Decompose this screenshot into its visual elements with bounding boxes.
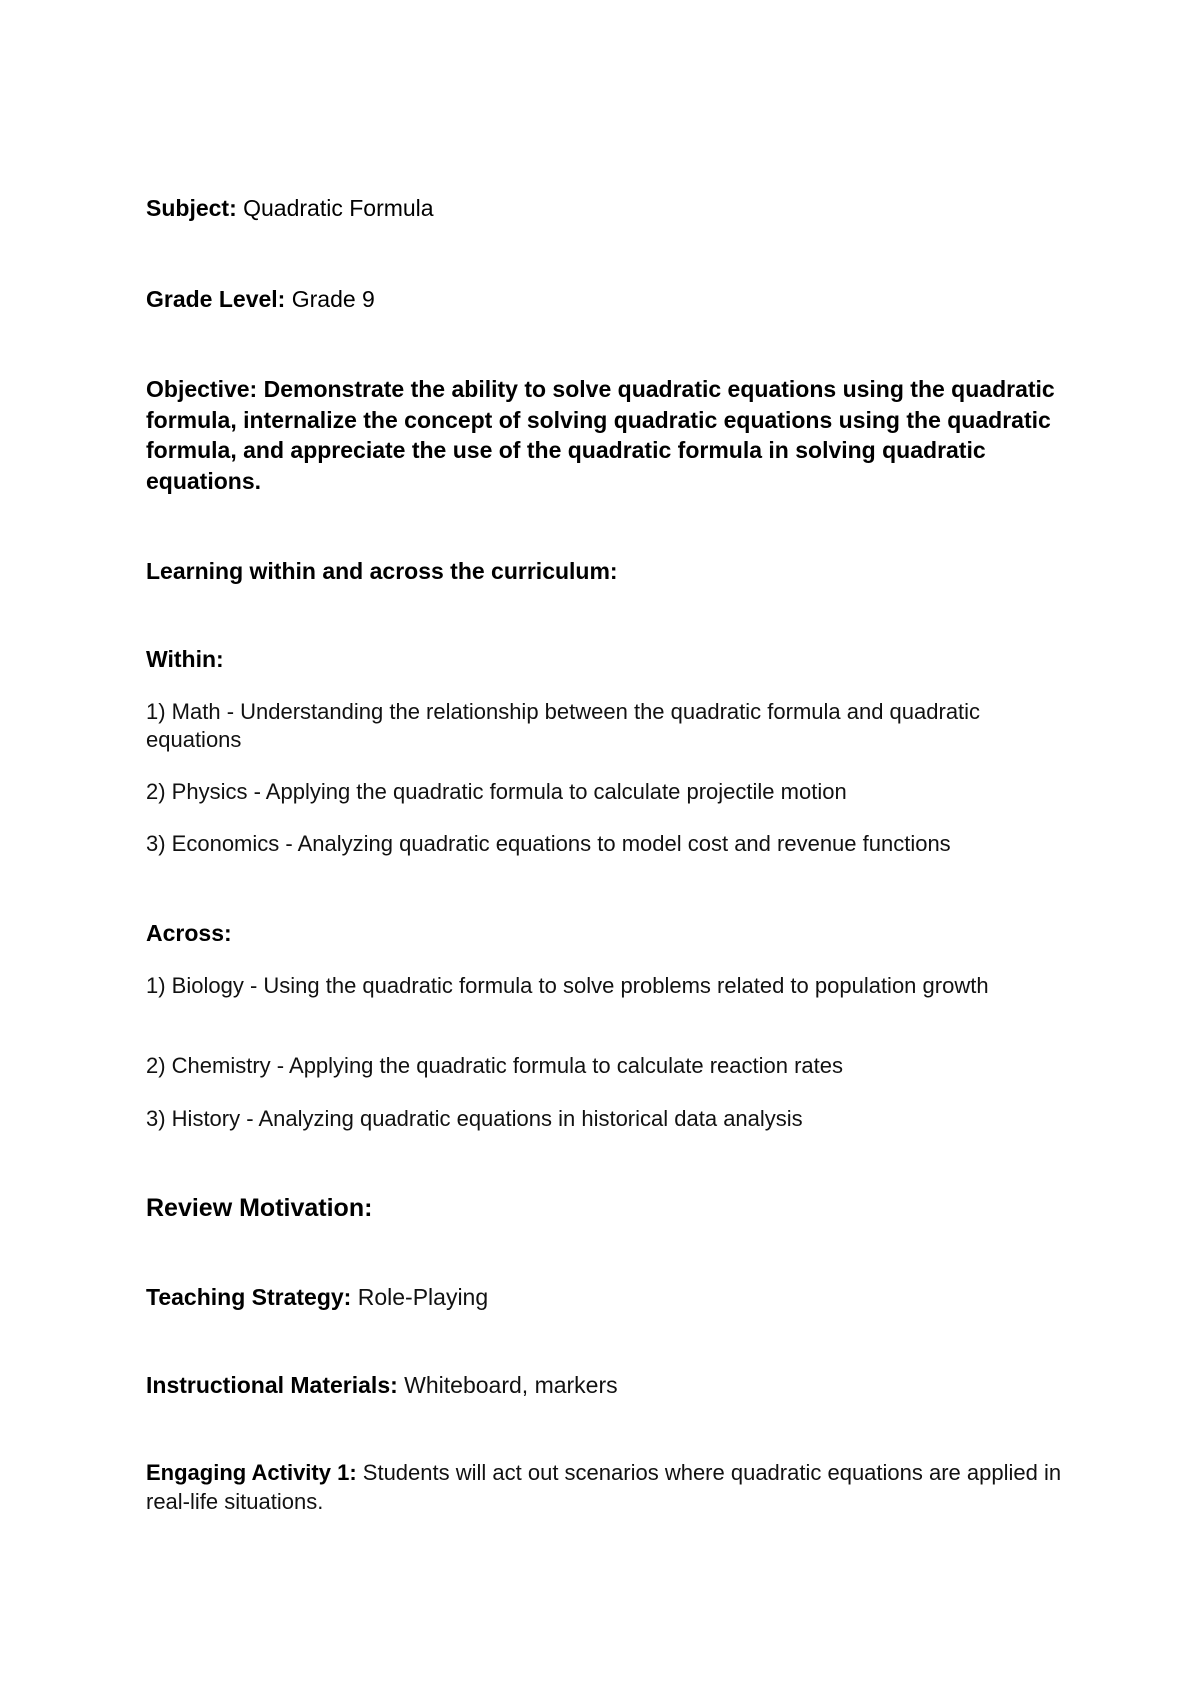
engaging-activity-1-label: Engaging Activity 1: xyxy=(146,1460,357,1485)
across-item-1: 1) Biology - Using the quadratic formula to solve problems related to population growth xyxy=(146,973,989,998)
teaching-strategy-value: Role-Playing xyxy=(357,1284,489,1310)
within-item-1: 1) Math - Understanding the relationship between the quadratic formula and quadratic equations xyxy=(146,699,981,752)
across-item-2: 2) Chemistry - Applying the quadratic formula to calculate reaction rates xyxy=(146,1053,843,1078)
learning-heading: Learning within and across the curriculum: xyxy=(146,558,618,584)
engaging-activity-1-paragraph xyxy=(146,1458,1076,1516)
grade-level-label: Grade Level: xyxy=(146,286,286,312)
grade-level-line xyxy=(146,284,375,314)
grade-level-value: Grade 9 xyxy=(291,286,375,312)
engaging-activity-1-text: Students will act out scenarios where quadratic equations are applied in real-life situations. xyxy=(146,1460,1062,1514)
objective-paragraph xyxy=(146,374,1076,496)
subject-label: Subject: xyxy=(146,195,237,221)
within-item-2: 2) Physics - Applying the quadratic formula to calculate projectile motion xyxy=(146,779,847,804)
review-motivation-heading: Review Motivation: xyxy=(146,1194,373,1222)
objective-label: Objective: xyxy=(146,376,258,402)
objective-text: Demonstrate the ability to solve quadratic equations using the quadratic formula, internalize the concept of solving quadratic equations using the quadratic formula, and appreciate the use of the quadratic formula in solving quadratic equations. xyxy=(146,376,1055,494)
within-item-3: 3) Economics - Analyzing quadratic equations to model cost and revenue functions xyxy=(146,831,951,856)
across-heading: Across: xyxy=(146,920,232,946)
within-heading: Within: xyxy=(146,646,224,672)
subject-line xyxy=(146,193,434,223)
instructional-materials-line xyxy=(146,1370,618,1400)
instructional-materials-label: Instructional Materials: xyxy=(146,1372,398,1398)
across-item-3: 3) History - Analyzing quadratic equations in historical data analysis xyxy=(146,1106,803,1131)
teaching-strategy-label: Teaching Strategy: xyxy=(146,1284,352,1310)
subject-value: Quadratic Formula xyxy=(243,195,434,221)
instructional-materials-value: Whiteboard, markers xyxy=(404,1372,618,1398)
teaching-strategy-line xyxy=(146,1282,488,1312)
